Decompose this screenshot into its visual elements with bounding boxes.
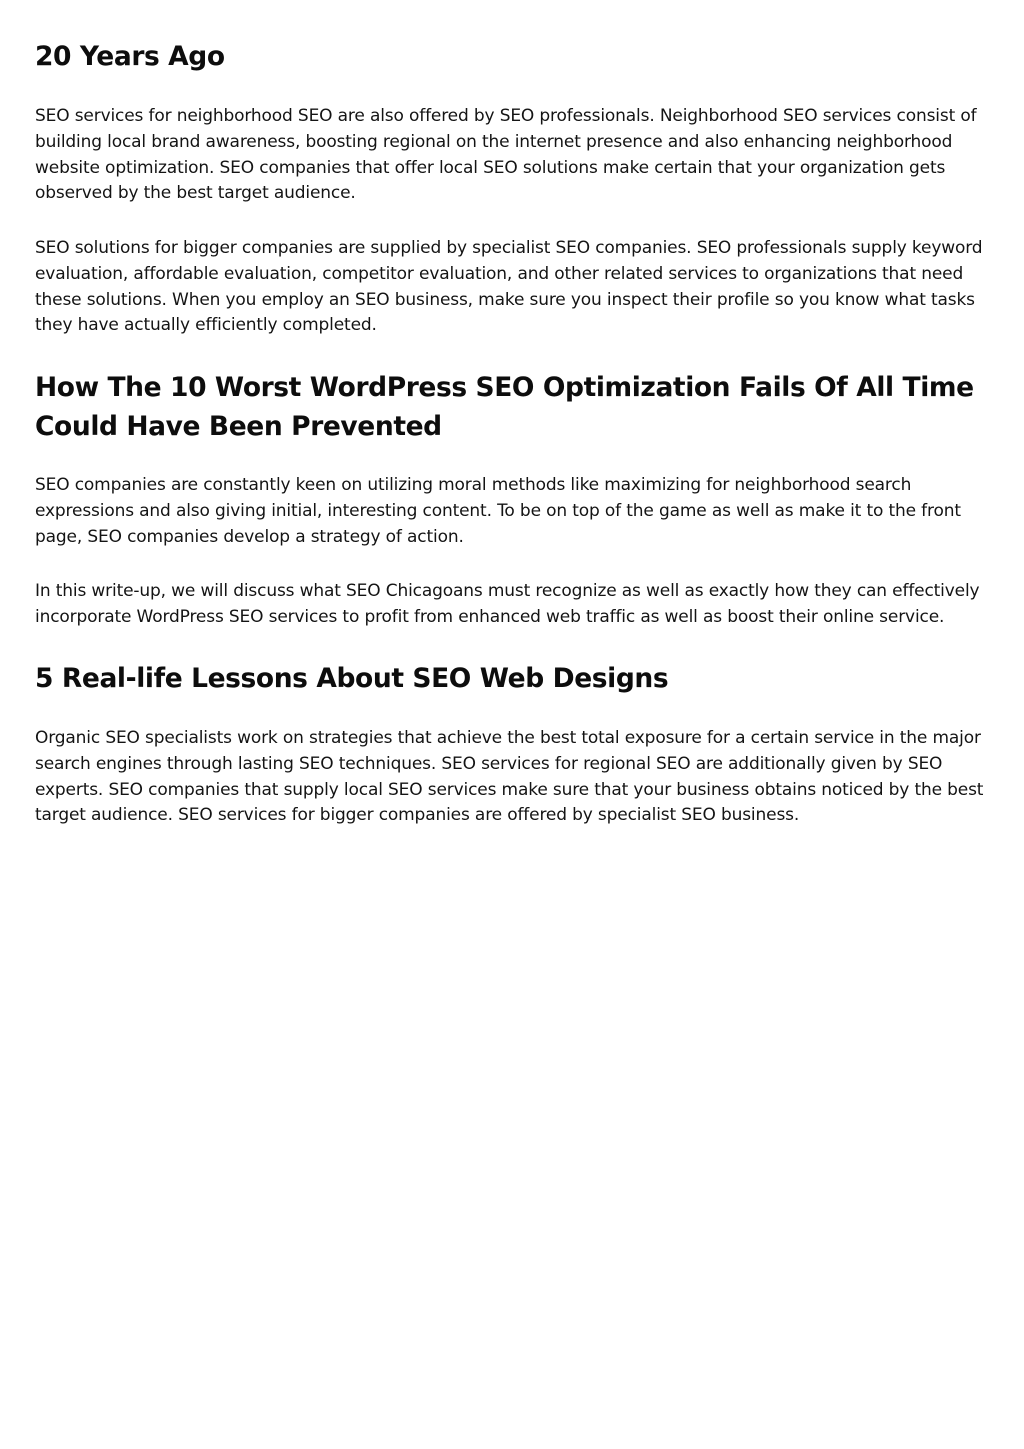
paragraph: SEO companies are constantly keen on utilizing moral methods like maximizing for neighborhood search expressions and also giving initial, interesting content. To be on top of the game as well as make it to the front page, SEO companies develop a strategy of action. [35,475,961,547]
paragraph: SEO solutions for bigger companies are supplied by specialist SEO companies. SEO professionals supply keyword evaluation, affordable evaluation, competitor evaluation, and other related services to organizations that need these solutions. When you employ an SEO business, make sure you inspect their profile so you know what tasks they have actually efficiently completed. [35,238,983,336]
paragraph: In this write-up, we will discuss what SEO Chicagoans must recognize as well as exactly how they can effectively incorporate WordPress SEO services to profit from enhanced web traffic as well as boost their online service. [35,581,980,627]
paragraph: SEO services for neighborhood SEO are also offered by SEO professionals. Neighborhood SEO services consist of building local brand awareness, boosting regional on the internet presence and also enhancing neighborhood website optimization. SEO companies that offer local SEO solutions make certain that your organization gets observed by the best target audience. [35,106,977,204]
section-heading: 20 Years Ago [35,41,225,72]
section-heading: How The 10 Worst WordPress SEO Optimization Fails Of All Time Could Have Been Prevented [35,372,974,442]
paragraph: Organic SEO specialists work on strategies that achieve the best total exposure for a certain service in the major search engines through lasting SEO techniques. SEO services for regional SEO are additionally given by SEO experts. SEO companies that supply local SEO services make sure that your business obtains noticed by the best target audience. SEO services for bigger companies are offered by specialist SEO business. [35,728,984,826]
section-heading: 5 Real-life Lessons About SEO Web Designs [35,663,669,694]
